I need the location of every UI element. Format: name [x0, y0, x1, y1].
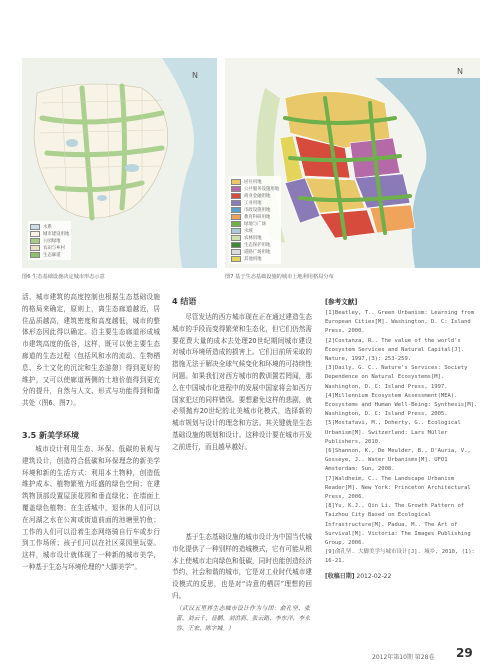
reference-item: [5]Mostafavi, M., Doherty, G.. Ecological Urbanism[M]. Switzerland: Lars Müller Publishers, 2010. [325, 420, 461, 445]
figure-6-caption: 图6 生态基础设施决定城市形态示意 [22, 274, 105, 280]
legend-item: 农田与乡村 [30, 244, 69, 251]
svg-text:N: N [192, 71, 198, 80]
legend-item: 其他用地 [231, 255, 279, 262]
legend-item: 工业用地 [231, 199, 279, 206]
legend-item: 教育科研用地 [231, 213, 279, 220]
legend-item: 公园绿地 [30, 237, 69, 244]
references-section [325, 296, 480, 580]
legend-item: 道路广场用地 [231, 248, 279, 255]
col2-paragraph-1: 尽管发达的西方城市现在正在通过建造生态城市的手段而变得繁荣和生态化，但它们仍然需要花费大量的成本去处理20世纪期间城市建设对城市环境所造成的损害上。它们目前所采取的措施无法于解决全球气候变化和环境的可持续性问题。如果我们对西方城市的教训置若罔闻，那么在中国城市化进程中的发展中国家将会如西方国家犯过的同样错误。要想避免这样的悲剧，就必须抛弃20世纪的北美城市化模式，选择新的城市规划与设计的理念和方法。其关键就是生态基础设施的规划和设计。这种设计要在城市开发之前进行，而且越早越好。 [172, 313, 312, 451]
page-number: 29 [456, 646, 473, 660]
legend-item: 居住用地 [231, 178, 279, 185]
svg-text:N: N [457, 67, 463, 76]
legend-item: 农林用地 [231, 234, 279, 241]
received-date-line [325, 571, 480, 580]
reference-item: [1]Beatley, T.. Green Urbanism: Learning from European Cities[M]. Washington, D. C: Island Press, 2000. [325, 310, 475, 335]
legend-item: 水域 [231, 227, 279, 234]
col1-paragraph-2: 城市设计利用生态、环保、低碳的景观与建筑设计，创造符合低碳和环保理念的新美学环境和新的生活方式：利用本土物种，创造低维护成本、植物繁殖力旺盛的绿色空间；在建筑物顶部设置屋顶花园和垂直绿化；在墙面上覆盖绿色植物；在生活城中，退休的人们可以在河湖之水在公寓或街道前面的池塘里钓鱼；工作的人们可以沿着生态网络骑自行车或步行到工作场所；孩子们可以在社区菜园里玩耍。这样，城市设计就体现了一种新的城市美学，一种基于生态与环境伦理的“大脚美学”。 [22, 445, 160, 571]
reference-item: [9]俞孔坚. 大脚美学与城市设计[J]. 城乡, 2010, (1): 16-21. [325, 549, 475, 565]
section-3-5-title: 3.5 新美学环境 [22, 431, 79, 440]
reference-item: [6]Shannon, K., De Meulder, B., D'Auria, V., Gosseye, J.. Water Urbanisms[M]. UFO1 Amsterdam: Sun, 2008. [325, 448, 471, 473]
reference-item: [3]Daily, G. C.. Nature's Services: Society Dependence on Natural Ecosystems[M]. Washington, D. C: Island Press, 1997. [325, 365, 468, 390]
col2-endnote: （武汉五里界生态城市设计作为与团：俞孔坚、张蕾、刘云千、岳鹏、刘洪莉、张云路、李东洋、李永容、王宏、陈宇城。） [176, 606, 310, 632]
legend-item: 公共服务设施用地 [231, 185, 279, 192]
figure-7-legend [229, 176, 281, 264]
references-title: [参考文献] [325, 298, 358, 306]
reference-item: [8]Yu, K.J., Qin Li. The Growth Pattern of Taizhou City Based on Ecological Infrastructure[M]. Padua, M.. The Art of Survival[M]. Victoria: The Images Publishing Group, 2006. [325, 503, 471, 547]
reference-item: [4]Millennium Ecosystem Assessment(MEA). Ecosystems and Human Well-Being: Synthesis[M]. Washington, D. C: Island Press, 2005. [325, 392, 478, 418]
legend-item: 生态廊道 [30, 251, 69, 258]
col1-paragraph-1: 活、城市建筑的高度控制也根据生态基础设施的格局来确定，原则上，离生态廊道越近，居住品质越高，建筑密度和高度越低，城市的整体形态因此得以确定。沿主要生态廊道形成城市建筑高度的低谷，这样，既可以使主要生态廊道的生态过程（包括风和水的流动、生物栖息、乡土文化的沉淀和生态游憩）得到更好的维护，又可以使廊道两侧的土地价值得到更充分的提升，自然与人文、形式与功能得到和谐共处（图6、图7）。 [22, 293, 160, 408]
legend-item: 绿地与广场 [231, 220, 279, 227]
legend-item: 生态保护用地 [231, 241, 279, 248]
legend-item: 水系 [30, 223, 69, 230]
legend-item: 城市建设用地 [30, 230, 69, 237]
figure-7-caption: 图7 基于生态基础设施的城市土地利用格局分布 [225, 274, 334, 280]
received-date-label: [收稿日期] [325, 572, 355, 580]
journal-issue: 2012年第10期 第28卷 [372, 654, 435, 661]
figure-6-ecological-map [22, 58, 217, 268]
legend-item: 市政设施用地 [231, 206, 279, 213]
received-date-value: 2012-02-22 [356, 572, 392, 580]
col2-paragraph-2: 基于生态基础设施的城市设计为中国当代城市化提供了一种别样的造城模式，它有可能从根本上使城市走向绿色和低碳，同时也能创造经济节约、社会和谐的城市，它是对工业时代城市建设模式的反思，也是对“诗意的栖居”理想的回归。 [172, 533, 312, 600]
reference-item: [7]Waldheim, C.. The Landscape Urbanism Reader[M]. New York: Princeton Architectural Press, 2006. [325, 475, 471, 501]
figure-7-landuse-map [225, 58, 480, 268]
reference-item: [2]Costanza, R.. The value of the world's Ecosystem Services and Natural Capital[J]. Nature, 1997,(3): 253-259. [325, 337, 465, 363]
figure-6-legend [28, 221, 71, 260]
section-4-title: 4 结语 [172, 297, 197, 306]
legend-item: 商业金融用地 [231, 192, 279, 199]
